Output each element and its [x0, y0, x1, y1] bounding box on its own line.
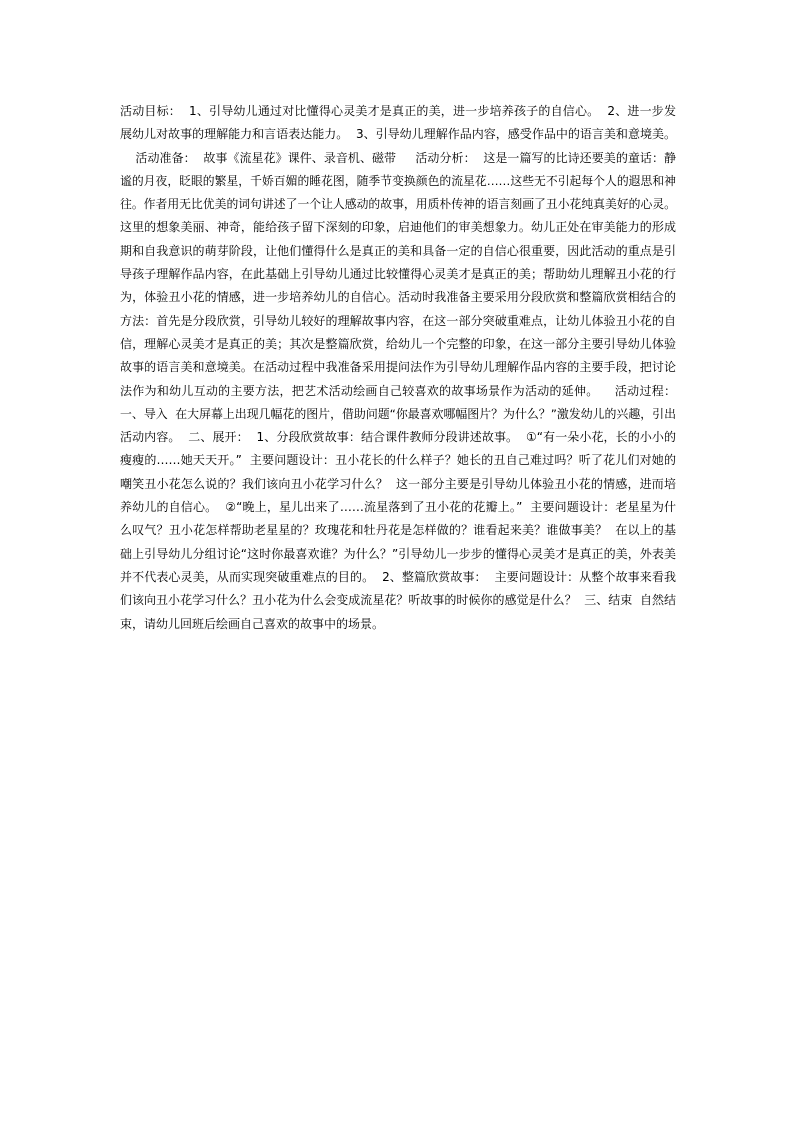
paragraph-line: 活动内容。 二、展开： 1、分段欣赏故事：结合课件教师分段讲述故事。 ①“有一朵小花，长的小小的: [120, 430, 676, 445]
paragraph-line: 束，请幼儿回班后绘画自己喜欢的故事中的场景。: [120, 616, 385, 631]
paragraph-line: 一、导入 在大屏幕上出现几幅花的图片，借助问题“你最喜欢哪幅图片？为什么？”激发幼儿的兴趣，引出: [120, 406, 676, 421]
paragraph-line: 期和自我意识的萌芽阶段，让他们懂得什么是真正的美和具备一定的自信心很重要，因此活动的重点是引: [120, 243, 676, 258]
paragraph-line: 法作为和幼儿互动的主要方法，把艺术活动绘画自己较喜欢的故事场景作为活动的延伸。 活动过程：: [120, 383, 676, 398]
paragraph-line: 谧的月夜，眨眼的繁星，千娇百媚的睡花图，随季节变换颜色的流星花……这些无不引起每个人的遐思和神: [120, 173, 676, 188]
paragraph-line: 为，体验丑小花的情感，进一步培养幼儿的自信心。活动时我准备主要采用分段欣赏和整篇欣赏相结合的: [120, 290, 676, 305]
paragraph-line: 养幼儿的自信心。 ②“晚上，星儿出来了……流星落到了丑小花的花瓣上。” 主要问题设计：老星星为什: [120, 500, 676, 515]
paragraph-line: 导孩子理解作品内容，在此基础上引导幼儿通过比较懂得心灵美才是真正的美；帮助幼儿理解丑小花的行: [120, 267, 676, 282]
paragraph-line: 础上引导幼儿分组讨论“这时你最喜欢谁？为什么？”引导幼儿一步步的懂得心灵美才是真正的美，外表美: [120, 546, 676, 561]
lesson-plan-text: [120, 100, 676, 636]
paragraph-line: 方法：首先是分段欣赏，引导幼儿较好的理解故事内容，在这一部分突破重难点，让幼儿体验丑小花的自: [120, 313, 676, 328]
paragraph-line: 活动目标： 1、引导幼儿通过对比懂得心灵美才是真正的美，进一步培养孩子的自信心。 2、进一步发: [120, 104, 676, 118]
paragraph-line: 并不代表心灵美，从而实现突破重难点的目的。 2、整篇欣赏故事： 主要问题设计：从整个故事来看我: [120, 569, 676, 584]
paragraph-line: 活动准备： 故事《流星花》课件、录音机、磁带 活动分析： 这是一篇写的比诗还要美的童话：静: [120, 150, 676, 165]
paragraph-line: 展幼儿对故事的理解能力和言语表达能力。 3、引导幼儿理解作品内容，感受作品中的语言美和意境美。: [120, 127, 676, 142]
paragraph-line: 往。作者用无比优美的词句讲述了一个让人感动的故事，用质朴传神的语言刻画了丑小花纯真美好的心灵。: [120, 197, 676, 212]
paragraph-line: 瘦瘦的……她天天开。” 主要问题设计：丑小花长的什么样子？她长的丑自己难过吗？听了花儿们对她的: [120, 453, 676, 468]
paragraph-line: 嘲笑丑小花怎么说的？我们该向丑小花学习什么？ 这一部分主要是引导幼儿体验丑小花的情感，进而培: [120, 476, 676, 491]
paragraph-line: 这里的想象美丽、神奇，能给孩子留下深刻的印象，启迪他们的审美想象力。幼儿正处在审美能力的形成: [120, 220, 676, 235]
paragraph-line: 故事的语言美和意境美。在活动过程中我准备采用提问法作为引导幼儿理解作品内容的主要手段，把讨论: [120, 360, 676, 375]
paragraph-line: 们该向丑小花学习什么？丑小花为什么会变成流星花？听故事的时候你的感觉是什么？ 三、结束 自然结: [120, 593, 676, 608]
paragraph-line: 么叹气？丑小花怎样帮助老星星的？玫瑰花和牡丹花是怎样做的？谁看起来美？谁做事美？ 在以上的基: [120, 523, 676, 538]
paragraph-line: 信，理解心灵美才是真正的美；其次是整篇欣赏，给幼儿一个完整的印象，在这一部分主要引导幼儿体验: [120, 336, 676, 351]
